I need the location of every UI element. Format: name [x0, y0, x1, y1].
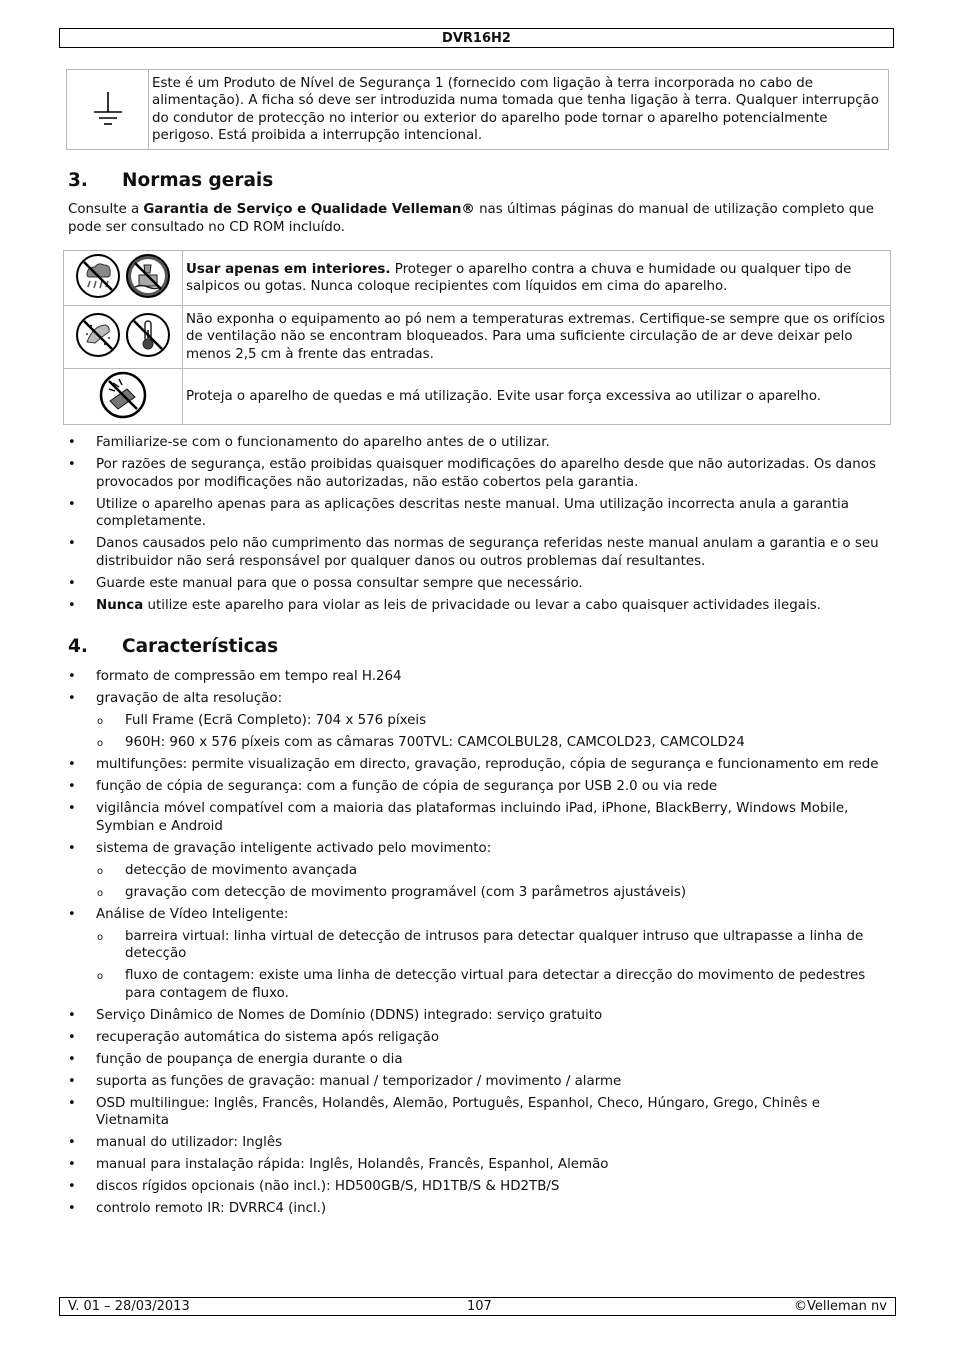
bullet-icon: •	[68, 1051, 76, 1067]
bullet-icon: •	[68, 457, 76, 472]
no-liquid-icon	[125, 253, 171, 299]
bullet-icon: •	[68, 435, 76, 450]
list-item	[68, 1029, 890, 1047]
list-item	[68, 906, 890, 924]
list-item	[68, 668, 890, 686]
safety-row-dust-temperature	[64, 306, 891, 369]
general-rules-list	[68, 434, 890, 619]
document-header	[59, 28, 894, 48]
list-item-text: detecção de movimento avançada	[125, 862, 358, 878]
bullet-icon: •	[68, 1007, 76, 1023]
list-item-text: controlo remoto IR: DVRRC4 (incl.)	[96, 1201, 327, 1216]
bullet-icon: •	[68, 669, 76, 684]
list-item: • Guarde este manual para que o possa consultar sempre que necessário.	[68, 575, 583, 591]
sub-bullet-icon: o	[97, 865, 104, 877]
list-item	[68, 756, 890, 774]
list-item-text: barreira virtual: linha virtual de detecção de intrusos para detectar qualquer intruso que ultrapasse a linha de detecção	[125, 928, 864, 961]
features-list	[68, 668, 890, 1222]
bullet-icon: •	[68, 1029, 76, 1045]
list-item	[68, 800, 890, 835]
bullet-icon: •	[68, 1157, 76, 1172]
list-item-text: gravação de alta resolução:	[96, 691, 283, 706]
list-item: • Familiarize-se com o funcionamento do aparelho antes de o utilizar.	[68, 435, 550, 450]
sub-list-item	[68, 928, 890, 963]
footer-copyright: ©Velleman nv	[793, 1299, 887, 1314]
bullet-icon: •	[68, 757, 76, 772]
sub-bullet-icon: o	[97, 716, 104, 727]
footer-page-number: 107	[467, 1299, 492, 1314]
bullet-icon: •	[68, 779, 76, 794]
safety-icons-table	[63, 250, 891, 425]
bullet-icon: •	[68, 840, 76, 856]
safety-row-text: Usar apenas em interiores. Proteger o aparelho contra a chuva e humidade ou qualquer tipo de salpicos ou gotas. Nunca coloque recipientes com líquidos em cima do aparelho.	[183, 251, 891, 306]
safety-row-icons	[64, 251, 183, 306]
bullet-icon: •	[68, 536, 76, 551]
list-item: • Por razões de segurança, estão proibidas quaisquer modificações do aparelho desde que não autorizadas. Os danos provocados por modificações não autorizadas, não estão cobertos pela garantia.	[68, 457, 876, 490]
list-item-text: manual do utilizador: Inglês	[96, 1135, 283, 1150]
bullet-icon: •	[68, 801, 76, 816]
list-item	[68, 778, 890, 796]
document-footer	[59, 1297, 896, 1316]
safety-class-text: Este é um Produto de Nível de Segurança 1 (fornecido com ligação à terra incorporada no cabo de alimentação). A ficha só deve ser introduzida numa tomada que tenha ligação à terra. Qualquer interrupção do condutor de protecção no interior ou exterior do aparelho pode tornar o aparelho potencialmente perigoso. Está proibida a interrupção intencional.	[149, 70, 889, 150]
list-item-text: formato de compressão em tempo real H.264	[96, 669, 402, 684]
list-item	[68, 1200, 890, 1218]
list-item-text: 960H: 960 x 576 píxeis com as câmaras 700TVL: CAMCOLBUL28, CAMCOLD23, CAMCOLD24	[125, 735, 745, 750]
sub-bullet-icon: o	[97, 971, 104, 982]
product-code: DVR16H2	[442, 31, 511, 46]
bullet-icon: •	[68, 1179, 76, 1194]
sub-list-item	[68, 862, 890, 880]
bullet-icon: •	[68, 496, 76, 512]
safety-row-text: Proteja o aparelho de quedas e má utilização. Evite usar força excessiva ao utilizar o aparelho.	[183, 369, 891, 425]
safety-row-text: Não exponha o equipamento ao pó nem a temperaturas extremas. Certifique-se sempre que os orifícios de ventilação não se encontram bloqueados. Para uma suficiente circulação de ar deve deixar pelo menos 2,5 cm à frente das entradas.	[183, 306, 891, 369]
list-item	[68, 1156, 890, 1174]
list-item-text: Análise de Vídeo Inteligente:	[96, 906, 289, 922]
bullet-icon: •	[68, 906, 76, 922]
list-item-text: manual para instalação rápida: Inglês, Holandês, Francês, Espanhol, Alemão	[96, 1157, 609, 1172]
sub-list-item	[68, 884, 890, 902]
section-3-intro: Consulte a Garantia de Serviço e Qualidade Velleman® nas últimas páginas do manual de utilização completo que pode ser consultado no CD ROM incluído.	[68, 202, 874, 235]
list-item-text: Full Frame (Ecrã Completo): 704 x 576 píxeis	[125, 713, 427, 728]
list-item-text: Serviço Dinâmico de Nomes de Domínio (DDNS) integrado: serviço gratuito	[96, 1007, 603, 1023]
footer-version: V. 01 – 28/03/2013	[68, 1299, 190, 1314]
safety-row-icons	[64, 369, 183, 425]
list-item	[68, 1007, 890, 1025]
section-4-heading: 4. Características	[68, 636, 279, 657]
bullet-icon: •	[68, 597, 76, 613]
section-3-heading: 3. Normas gerais	[68, 170, 274, 191]
ground-symbol-icon	[88, 86, 128, 130]
no-rain-icon	[75, 253, 121, 299]
safety-row-icons	[64, 306, 183, 369]
safety-class-box	[66, 69, 889, 150]
sub-bullet-icon: o	[97, 738, 104, 749]
list-item-text: vigilância móvel compatível com a maioria das plataformas incluindo iPad, iPhone, BlackBerry, Windows Mobile, Symbian e Android	[96, 801, 849, 834]
sub-list-item	[68, 734, 890, 752]
no-drop-icon	[99, 371, 147, 419]
list-item: • Danos causados pelo não cumprimento das normas de segurança referidas neste manual anulam a garantia e o seu distribuidor não será responsável por qualquer danos ou outros problemas daí resultantes.	[68, 536, 879, 569]
list-item: • Utilize o aparelho apenas para as aplicações descritas neste manual. Uma utilização incorrecta anula a garantia completamente.	[68, 496, 849, 529]
bullet-icon: •	[68, 1073, 76, 1089]
list-item	[68, 840, 890, 858]
list-item	[68, 1095, 890, 1130]
sub-bullet-icon: o	[97, 887, 104, 899]
sub-list-item	[68, 967, 890, 1002]
list-item-text: função de cópia de segurança: com a função de cópia de segurança por USB 2.0 ou via rede	[96, 779, 718, 794]
list-item	[68, 690, 890, 708]
list-item	[68, 1051, 890, 1069]
list-item	[68, 1073, 890, 1091]
list-item	[68, 1134, 890, 1152]
list-item-text: fluxo de contagem: existe uma linha de detecção virtual para detectar a direcção do movimento de pedestres para contagem de fluxo.	[125, 968, 866, 1001]
bullet-icon: •	[68, 1095, 76, 1111]
sub-list-item	[68, 712, 890, 730]
safety-row-indoor	[64, 251, 891, 306]
sub-bullet-icon: o	[97, 931, 104, 943]
list-item-text: função de poupança de energia durante o dia	[96, 1051, 403, 1067]
list-item-text: multifunções: permite visualização em directo, gravação, reprodução, cópia de segurança e funcionamento em rede	[96, 757, 879, 772]
list-item-text: suporta as funções de gravação: manual / temporizador / movimento / alarme	[96, 1073, 622, 1089]
bullet-icon: •	[68, 1201, 76, 1216]
list-item-text: OSD multilingue: Inglês, Francês, Holandês, Alemão, Português, Espanhol, Checo, Húngaro, Grego, Chinês e Vietnamita	[96, 1095, 821, 1128]
list-item-text: sistema de gravação inteligente activado pelo movimento:	[96, 840, 492, 856]
list-item-text: gravação com detecção de movimento programável (com 3 parâmetros ajustáveis)	[125, 884, 687, 900]
safety-row-drop	[64, 369, 891, 425]
no-dust-icon	[75, 312, 121, 358]
ground-symbol-cell	[67, 70, 149, 150]
list-item-text: discos rígidos opcionais (não incl.): HD500GB/S, HD1TB/S & HD2TB/S	[96, 1179, 560, 1194]
bullet-icon: •	[68, 691, 76, 706]
list-item	[68, 1178, 890, 1196]
list-item: • Nunca utilize este aparelho para violar as leis de privacidade ou levar a cabo quaisquer actividades ilegais.	[68, 597, 821, 613]
no-extreme-temperature-icon	[125, 312, 171, 358]
list-item-text: recuperação automática do sistema após religação	[96, 1029, 440, 1045]
bullet-icon: •	[68, 1135, 76, 1150]
bullet-icon: •	[68, 575, 76, 591]
